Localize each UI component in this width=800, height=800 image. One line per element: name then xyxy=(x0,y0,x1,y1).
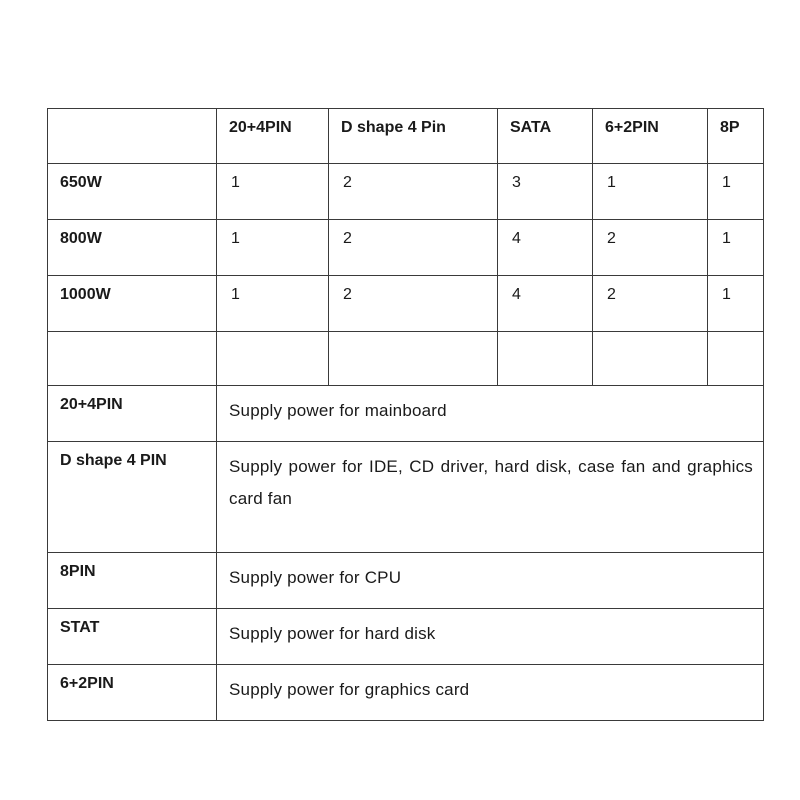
header-cell-d-shape-4pin xyxy=(329,109,498,164)
cell-value: 1 xyxy=(231,174,240,191)
definition-text-cell xyxy=(217,442,764,553)
empty-cell xyxy=(498,332,593,386)
definition-row xyxy=(48,665,764,721)
header-cell-6-2pin xyxy=(593,109,708,164)
header-cell-empty xyxy=(48,109,217,164)
definition-term-cell xyxy=(48,665,217,721)
table-cell xyxy=(498,164,593,220)
table-header-row xyxy=(48,109,764,164)
definition-term: 8PIN xyxy=(60,563,96,580)
cell-value: 4 xyxy=(512,230,521,247)
definition-row xyxy=(48,609,764,665)
empty-cell xyxy=(593,332,708,386)
cell-value: 1 xyxy=(607,174,616,191)
header-label: 8P xyxy=(720,119,740,136)
table-cell xyxy=(329,276,498,332)
definition-row xyxy=(48,442,764,553)
table-row xyxy=(48,220,764,276)
table-cell xyxy=(708,220,764,276)
row-label: 1000W xyxy=(60,286,111,303)
header-label: 20+4PIN xyxy=(229,119,292,136)
definition-row xyxy=(48,553,764,609)
empty-cell xyxy=(329,332,498,386)
row-label: 800W xyxy=(60,230,102,247)
table-cell xyxy=(498,276,593,332)
empty-cell xyxy=(708,332,764,386)
cell-value: 1 xyxy=(722,230,731,247)
row-label-cell xyxy=(48,220,217,276)
definition-row xyxy=(48,386,764,442)
table-cell xyxy=(329,220,498,276)
header-label: SATA xyxy=(510,119,552,136)
definition-text: Supply power for IDE, CD driver, hard disk, case fan and graphics card fan xyxy=(229,457,753,508)
header-label: 6+2PIN xyxy=(605,119,659,136)
header-cell-20-4pin xyxy=(217,109,329,164)
header-cell-8p xyxy=(708,109,764,164)
definition-term-cell xyxy=(48,553,217,609)
blank-row xyxy=(48,332,764,386)
definition-term: 20+4PIN xyxy=(60,396,123,413)
cell-value: 2 xyxy=(607,230,616,247)
cell-value: 1 xyxy=(722,174,731,191)
cell-value: 2 xyxy=(607,286,616,303)
cell-value: 2 xyxy=(343,286,352,303)
row-label-cell xyxy=(48,276,217,332)
definition-text-cell xyxy=(217,386,764,442)
definition-text-cell xyxy=(217,665,764,721)
cell-value: 4 xyxy=(512,286,521,303)
connector-spec-sheet xyxy=(47,108,763,721)
empty-cell xyxy=(48,332,217,386)
table-cell xyxy=(708,276,764,332)
definition-text-cell xyxy=(217,609,764,665)
connector-table xyxy=(47,108,764,721)
header-label xyxy=(48,109,216,119)
definition-text: Supply power for CPU xyxy=(229,568,402,587)
cell-value: 1 xyxy=(722,286,731,303)
definition-term-cell xyxy=(48,442,217,553)
empty-cell xyxy=(217,332,329,386)
table-cell xyxy=(498,220,593,276)
cell-value: 2 xyxy=(343,174,352,191)
table-cell xyxy=(593,164,708,220)
definition-term: D shape 4 PIN xyxy=(60,452,167,469)
cell-value: 2 xyxy=(343,230,352,247)
definition-term: 6+2PIN xyxy=(60,675,114,692)
definition-text-cell xyxy=(217,553,764,609)
definition-text: Supply power for mainboard xyxy=(229,401,447,420)
table-row xyxy=(48,164,764,220)
table-cell xyxy=(329,164,498,220)
header-cell-sata xyxy=(498,109,593,164)
table-cell xyxy=(593,220,708,276)
header-label: D shape 4 Pin xyxy=(341,119,446,136)
row-label: 650W xyxy=(60,174,102,191)
cell-value: 1 xyxy=(231,230,240,247)
row-label-cell xyxy=(48,164,217,220)
definition-term: STAT xyxy=(60,619,100,636)
definition-text: Supply power for graphics card xyxy=(229,680,470,699)
definition-term-cell xyxy=(48,386,217,442)
table-cell xyxy=(217,220,329,276)
definition-text: Supply power for hard disk xyxy=(229,624,436,643)
table-cell xyxy=(593,276,708,332)
table-cell xyxy=(217,276,329,332)
cell-value: 3 xyxy=(512,174,521,191)
table-cell xyxy=(708,164,764,220)
definition-term-cell xyxy=(48,609,217,665)
table-row xyxy=(48,276,764,332)
table-cell xyxy=(217,164,329,220)
cell-value: 1 xyxy=(231,286,240,303)
